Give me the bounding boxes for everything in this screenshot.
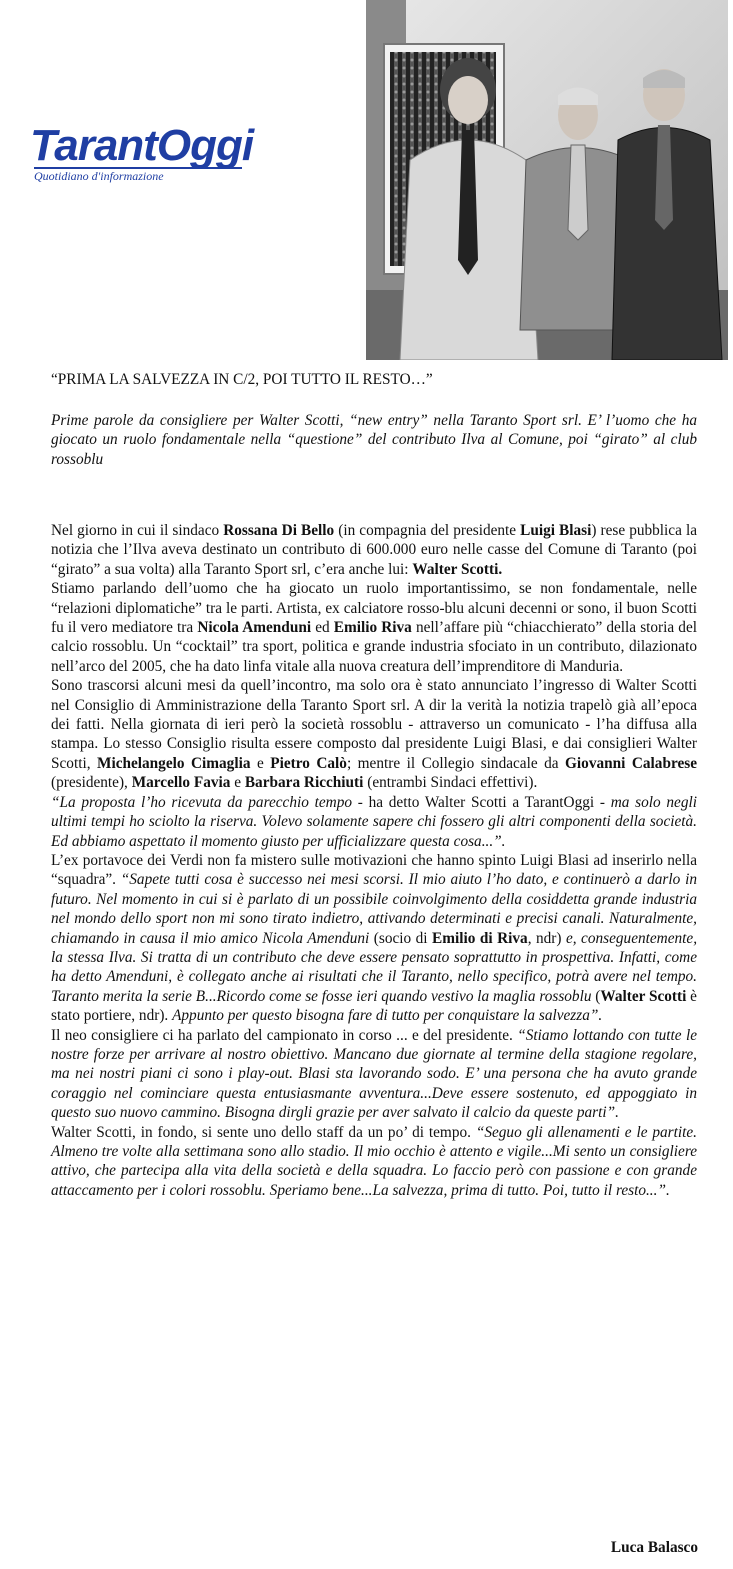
quote-italic: “Seguo gli allenamenti e le partite. Almeno tre volte alla settimana sono allo stadio. Il mio occhio è attento e vigile...Mi sento un consigliere attivo, che partecipa alla vita della società e della squadra. Lo faccio però con passione e con grande attaccamento per i colori rossoblu. Speriamo bene...La salvezza, prima di tutto. Poi, tutto il resto...”. <box>51 1123 697 1199</box>
quote-italic: e, conseguentemente, la stessa Ilva. Si tratta di un contributo che deve essere pensato soprattutto in prospettiva. Infatti, come ha detto Amenduni, è collegato anche ai risultati che il Taranto, nello specifico, potrà avere nel tempo. Taranto merita la serie B...Ricordo come se fosse ieri quando vestivo la maglia rossoblu <box>51 929 698 1005</box>
logo-tagline: Quotidiano d'informazione <box>34 167 242 183</box>
name-bold: Walter Scotti <box>600 987 687 1005</box>
text: e <box>250 754 271 772</box>
text: ( <box>591 987 601 1005</box>
name-bold: Luigi Blasi <box>520 522 592 539</box>
text: Nel giorno in cui il sindaco <box>51 522 224 539</box>
text: (entrambi Sindaci effettivi). <box>363 774 538 792</box>
name-bold: Barbara Ricchiuti <box>244 774 364 792</box>
author-signature: Luca Balasco <box>610 1539 698 1556</box>
quote-italic: - ma solo negli ultimi tempi ho sciolto la riserva. Volevo solamente sapere chi fossero gli altri componenti della società. Ed abbiamo aspettato il momento giusto per ufficializzare questa cosa...”. <box>51 793 697 850</box>
quote-italic: Appunto per questo bisogna fare di tutto per conquistare la salvezza”. <box>172 1007 603 1025</box>
quote-italic: “Stiamo lottando con tutte le nostre forze per arrivare al nostro obiettivo. Mancano due giornate al termine della stagione regolare, ma nei nostri piani ci sono i play-out. Blasi sta lavorando sodo. E’ una persona che ha avuto grande coraggio nel cominciare questa entusiasmante avventura...Deve essere sostenuto, ed appoggiato in questo suo nuovo cammino. Bisogna dirgli grazie per aver salvato il calcio da queste parti”. <box>51 1026 697 1122</box>
text: Stiamo parlando dell’uomo che ha giocato un ruolo importantissimo, se non fondamentale, nelle “relazioni diplomatiche” tra le parti. Artista, ex calciatore rosso-blu alcuni decenni or sono, il buon Scotti fu il vero mediatore tra <box>51 580 697 637</box>
text: Il neo consigliere ci ha parlato del campionato in corso ... e del presidente. <box>51 1026 518 1044</box>
paragraph-5 <box>51 851 697 1026</box>
article-title: “PRIMA LA SALVEZZA IN C/2, POI TUTTO IL RESTO…” <box>51 371 433 388</box>
name-bold: Walter Scotti. <box>412 560 503 578</box>
paragraph-2 <box>51 579 697 676</box>
text: (presidente), <box>51 774 132 792</box>
text: nell’affare più “chiacchierato” della storia del calcio rossoblu. Un “cocktail” tra sport, politica e grande industria sfociato in un contributo, dilazionato nell’arco del 2005, che ha dato linfa vitale alla nuova creatura dell’imprenditore di Manduria. <box>51 619 697 675</box>
name-bold: Rossana Di Bello <box>223 522 335 539</box>
text: ) rese pubblica la notizia che l’Ilva aveva destinato un contributo di 600.000 euro nelle casse del Comune di Taranto (poi “girato” a sua volta) alla Taranto Sport srl, c’era anche lui: <box>51 522 697 578</box>
text: , ndr) <box>527 929 566 947</box>
quote-italic: “La proposta l’ho ricevuta da parecchio tempo <box>51 793 353 811</box>
name-bold: Emilio di Riva <box>432 929 528 947</box>
text: L’ex portavoce dei Verdi non fa mistero sulle motivazioni che hanno spinto Luigi Blasi ad inserirlo nella “squadra”. <box>51 851 697 889</box>
name-bold: Giovanni Calabrese <box>565 754 698 772</box>
paragraph-4 <box>51 793 697 851</box>
newspaper-logo <box>30 120 330 190</box>
text: è stato portiere, ndr). <box>51 987 697 1025</box>
paragraph-7 <box>51 1123 697 1201</box>
text: Walter Scotti, in fondo, si sente uno dello staff da un po’ di tempo. <box>51 1123 476 1141</box>
text: e <box>230 774 245 792</box>
article-intro: Prime parole da consigliere per Walter Scotti, “new entry” nella Taranto Sport srl. E’ l’uomo che ha giocato un ruolo fondamentale nella “questione” del contributo Ilva al Comune, poi “girato” al club rossoblu <box>51 412 697 468</box>
name-bold: Emilio Riva <box>333 619 412 637</box>
text: - ha detto Walter Scotti a TarantOggi <box>352 793 600 811</box>
paragraph-1 <box>51 521 697 579</box>
logo-wordmark: TarantOggi <box>30 121 254 170</box>
paragraph-6 <box>51 1026 697 1123</box>
name-bold: Michelangelo Cimaglia <box>97 754 251 772</box>
article-photo <box>366 0 728 360</box>
name-bold: Nicola Amenduni <box>197 619 312 637</box>
text: ed <box>311 619 334 637</box>
text: (in compagnia del presidente <box>334 522 521 539</box>
name-bold: Pietro Calò <box>270 754 347 772</box>
article-body <box>51 521 697 1200</box>
name-bold: Marcello Favia <box>131 774 231 792</box>
text: (socio di <box>369 929 433 947</box>
text: ; mentre il Collegio sindacale da <box>346 754 566 772</box>
quote-italic: “Sapete tutti cosa è successo nei mesi scorsi. Il mio aiuto l’ho dato, e continuerò a darlo in futuro. Nel momento in cui si è parlato di un possibile coinvolgimento della cosiddetta grande industria nel mondo dello sport non mi sono tirato indietro, attivando determinati e precisi canali. Naturalmente, chiamando in causa il mio amico Nicola Amenduni <box>51 871 697 947</box>
text: Sono trascorsi alcuni mesi da quell’incontro, ma solo ora è stato annunciato l’ingresso di Walter Scotti nel Consiglio di Amministrazione della Taranto Sport srl. A dir la verità la notizia trapelò già all’epoca dei fatti. Nella giornata di ieri però la società rossoblu - attraverso un comunicato - l’ha diffusa alla stampa. Lo stesso Consiglio risulta essere composto dal presidente Luigi Blasi, e dai consiglieri Walter Scotti, <box>51 677 697 772</box>
paragraph-3 <box>51 676 697 792</box>
photo-three-men-icon <box>366 0 728 360</box>
